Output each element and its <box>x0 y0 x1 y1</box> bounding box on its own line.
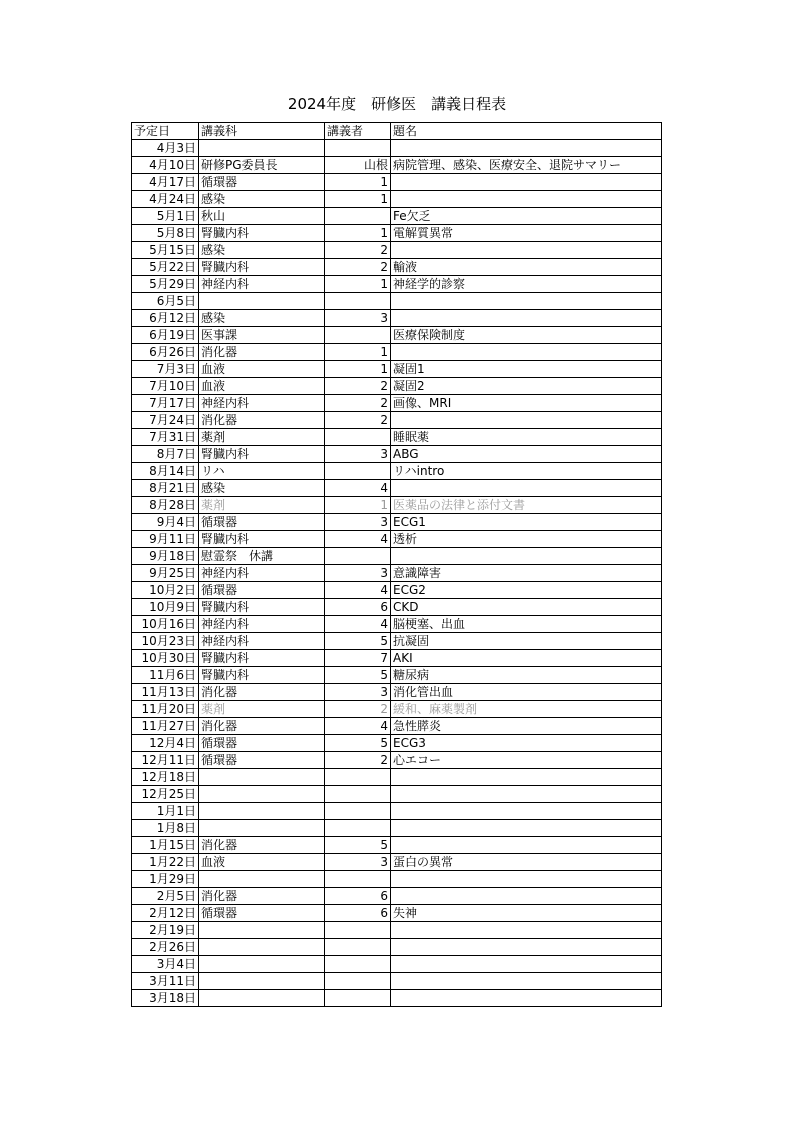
row-lecturer: 7 <box>325 650 391 667</box>
row-date: 8月28日 <box>132 497 199 514</box>
row-topic: ABG <box>391 446 662 463</box>
row-date: 2月5日 <box>132 888 199 905</box>
row-dept <box>199 786 325 803</box>
row-topic: 神経学的診察 <box>391 276 662 293</box>
header-dept: 講義科 <box>199 123 325 140</box>
row-lecturer <box>325 922 391 939</box>
row-lecturer: 4 <box>325 531 391 548</box>
row-dept: 腎臓内科 <box>199 259 325 276</box>
table-row <box>132 514 662 531</box>
table-row <box>132 667 662 684</box>
row-topic: 輸液 <box>391 259 662 276</box>
table-row <box>132 344 662 361</box>
row-lecturer <box>325 871 391 888</box>
row-lecturer: 1 <box>325 191 391 208</box>
row-date: 8月14日 <box>132 463 199 480</box>
row-date: 11月6日 <box>132 667 199 684</box>
row-lecturer: 1 <box>325 344 391 361</box>
row-topic: 凝固2 <box>391 378 662 395</box>
row-topic <box>391 990 662 1007</box>
row-dept: 循環器 <box>199 514 325 531</box>
table-row <box>132 616 662 633</box>
row-date: 3月11日 <box>132 973 199 990</box>
table-row <box>132 412 662 429</box>
table-row <box>132 684 662 701</box>
table-row <box>132 565 662 582</box>
table-row <box>132 361 662 378</box>
table-row <box>132 293 662 310</box>
row-date: 10月16日 <box>132 616 199 633</box>
row-date: 2月26日 <box>132 939 199 956</box>
row-topic <box>391 803 662 820</box>
table-row <box>132 310 662 327</box>
row-lecturer <box>325 327 391 344</box>
table-row <box>132 973 662 990</box>
row-lecturer: 2 <box>325 752 391 769</box>
row-topic: 電解質異常 <box>391 225 662 242</box>
row-dept: 神経内科 <box>199 616 325 633</box>
table-row <box>132 259 662 276</box>
row-topic: 失神 <box>391 905 662 922</box>
row-lecturer <box>325 803 391 820</box>
row-topic: 心エコー <box>391 752 662 769</box>
row-dept: 神経内科 <box>199 633 325 650</box>
row-dept: 秋山 <box>199 208 325 225</box>
row-lecturer <box>325 140 391 157</box>
row-topic: 医療保険制度 <box>391 327 662 344</box>
table-row <box>132 378 662 395</box>
row-topic: 画像、MRI <box>391 395 662 412</box>
table-row <box>132 939 662 956</box>
table-row <box>132 548 662 565</box>
row-topic <box>391 820 662 837</box>
row-lecturer: 5 <box>325 633 391 650</box>
row-dept: 研修PG委員長 <box>199 157 325 174</box>
row-dept: 医事課 <box>199 327 325 344</box>
row-lecturer <box>325 939 391 956</box>
row-topic <box>391 973 662 990</box>
row-date: 6月19日 <box>132 327 199 344</box>
table-row <box>132 786 662 803</box>
row-dept <box>199 140 325 157</box>
row-dept: 感染 <box>199 191 325 208</box>
row-topic <box>391 837 662 854</box>
row-lecturer <box>325 973 391 990</box>
row-date: 3月18日 <box>132 990 199 1007</box>
row-topic <box>391 939 662 956</box>
table-row <box>132 582 662 599</box>
row-date: 7月31日 <box>132 429 199 446</box>
row-dept: 腎臓内科 <box>199 667 325 684</box>
row-dept: 腎臓内科 <box>199 446 325 463</box>
table-row <box>132 174 662 191</box>
header-date: 予定日 <box>132 123 199 140</box>
row-lecturer: 1 <box>325 174 391 191</box>
row-topic <box>391 191 662 208</box>
row-dept: 循環器 <box>199 582 325 599</box>
table-row <box>132 718 662 735</box>
row-date: 11月13日 <box>132 684 199 701</box>
row-date: 9月25日 <box>132 565 199 582</box>
row-lecturer: 4 <box>325 480 391 497</box>
row-lecturer: 6 <box>325 905 391 922</box>
header-lecturer: 講義者 <box>325 123 391 140</box>
table-row <box>132 208 662 225</box>
row-dept: 薬剤 <box>199 497 325 514</box>
row-topic <box>391 480 662 497</box>
row-dept: 循環器 <box>199 905 325 922</box>
row-lecturer: 4 <box>325 582 391 599</box>
row-dept: 腎臓内科 <box>199 531 325 548</box>
row-topic <box>391 922 662 939</box>
table-row <box>132 820 662 837</box>
row-date: 10月30日 <box>132 650 199 667</box>
row-lecturer: 2 <box>325 395 391 412</box>
row-date: 12月4日 <box>132 735 199 752</box>
table-row <box>132 803 662 820</box>
row-dept: 消化器 <box>199 718 325 735</box>
row-dept <box>199 293 325 310</box>
row-date: 7月24日 <box>132 412 199 429</box>
row-dept: 腎臓内科 <box>199 599 325 616</box>
row-dept: 消化器 <box>199 412 325 429</box>
row-date: 7月3日 <box>132 361 199 378</box>
header-topic: 題名 <box>391 123 662 140</box>
row-lecturer <box>325 786 391 803</box>
row-lecturer <box>325 990 391 1007</box>
table-row <box>132 327 662 344</box>
row-lecturer <box>325 548 391 565</box>
row-date: 1月29日 <box>132 871 199 888</box>
row-date: 5月29日 <box>132 276 199 293</box>
row-topic: ECG2 <box>391 582 662 599</box>
row-dept <box>199 990 325 1007</box>
table-row <box>132 871 662 888</box>
row-lecturer: 2 <box>325 259 391 276</box>
row-lecturer <box>325 429 391 446</box>
table-row <box>132 752 662 769</box>
table-row <box>132 888 662 905</box>
table-row <box>132 395 662 412</box>
table-row <box>132 956 662 973</box>
row-lecturer <box>325 956 391 973</box>
row-lecturer: 6 <box>325 888 391 905</box>
row-dept: 神経内科 <box>199 395 325 412</box>
row-dept: 血液 <box>199 378 325 395</box>
row-dept: 消化器 <box>199 684 325 701</box>
header-row <box>132 123 662 140</box>
table-row <box>132 854 662 871</box>
row-topic: 医薬品の法律と添付文書 <box>391 497 662 514</box>
row-topic: 消化管出血 <box>391 684 662 701</box>
schedule-table <box>131 122 662 1007</box>
row-dept <box>199 973 325 990</box>
row-date: 11月27日 <box>132 718 199 735</box>
row-topic: 睡眠薬 <box>391 429 662 446</box>
row-topic: AKI <box>391 650 662 667</box>
table-row <box>132 633 662 650</box>
table-row <box>132 191 662 208</box>
row-topic <box>391 412 662 429</box>
row-date: 9月18日 <box>132 548 199 565</box>
table-row <box>132 225 662 242</box>
row-date: 5月22日 <box>132 259 199 276</box>
row-dept: リハ <box>199 463 325 480</box>
row-dept: 神経内科 <box>199 565 325 582</box>
row-date: 12月11日 <box>132 752 199 769</box>
row-dept: 神経内科 <box>199 276 325 293</box>
row-dept: 消化器 <box>199 837 325 854</box>
row-lecturer: 3 <box>325 854 391 871</box>
row-topic: 脳梗塞、出血 <box>391 616 662 633</box>
row-lecturer: 1 <box>325 361 391 378</box>
row-topic: 凝固1 <box>391 361 662 378</box>
row-topic: 蛋白の異常 <box>391 854 662 871</box>
row-date: 7月10日 <box>132 378 199 395</box>
row-dept <box>199 956 325 973</box>
row-lecturer: 3 <box>325 310 391 327</box>
row-lecturer: 4 <box>325 718 391 735</box>
row-date: 6月5日 <box>132 293 199 310</box>
row-lecturer: 5 <box>325 667 391 684</box>
row-topic: 意識障害 <box>391 565 662 582</box>
table-row <box>132 701 662 718</box>
table-row <box>132 429 662 446</box>
row-lecturer: 2 <box>325 701 391 718</box>
row-lecturer: 3 <box>325 514 391 531</box>
row-topic <box>391 293 662 310</box>
row-date: 10月23日 <box>132 633 199 650</box>
row-topic: Fe欠乏 <box>391 208 662 225</box>
row-lecturer <box>325 769 391 786</box>
table-row <box>132 157 662 174</box>
row-date: 2月12日 <box>132 905 199 922</box>
row-date: 4月17日 <box>132 174 199 191</box>
table-row <box>132 497 662 514</box>
table-row <box>132 242 662 259</box>
row-date: 1月15日 <box>132 837 199 854</box>
row-topic <box>391 174 662 191</box>
row-lecturer <box>325 463 391 480</box>
row-date: 9月11日 <box>132 531 199 548</box>
row-dept <box>199 871 325 888</box>
row-topic <box>391 769 662 786</box>
row-date: 7月17日 <box>132 395 199 412</box>
row-topic <box>391 310 662 327</box>
row-topic <box>391 786 662 803</box>
row-lecturer <box>325 208 391 225</box>
row-topic <box>391 548 662 565</box>
row-dept <box>199 803 325 820</box>
row-lecturer: 5 <box>325 735 391 752</box>
row-date: 4月3日 <box>132 140 199 157</box>
row-lecturer: 6 <box>325 599 391 616</box>
table-row <box>132 650 662 667</box>
row-date: 5月15日 <box>132 242 199 259</box>
row-dept: 消化器 <box>199 344 325 361</box>
table-row <box>132 463 662 480</box>
row-dept: 循環器 <box>199 735 325 752</box>
table-row <box>132 735 662 752</box>
row-dept <box>199 939 325 956</box>
row-topic: CKD <box>391 599 662 616</box>
row-date: 12月18日 <box>132 769 199 786</box>
row-topic <box>391 871 662 888</box>
table-row <box>132 599 662 616</box>
row-dept: 感染 <box>199 480 325 497</box>
row-lecturer: 2 <box>325 378 391 395</box>
row-date: 6月26日 <box>132 344 199 361</box>
row-topic <box>391 888 662 905</box>
row-date: 10月9日 <box>132 599 199 616</box>
table-row <box>132 837 662 854</box>
row-date: 9月4日 <box>132 514 199 531</box>
row-lecturer <box>325 293 391 310</box>
row-dept: 薬剤 <box>199 701 325 718</box>
row-date: 8月7日 <box>132 446 199 463</box>
row-lecturer: 3 <box>325 565 391 582</box>
row-dept: 血液 <box>199 361 325 378</box>
row-topic <box>391 956 662 973</box>
row-date: 3月4日 <box>132 956 199 973</box>
row-lecturer: 3 <box>325 446 391 463</box>
table-row <box>132 140 662 157</box>
row-lecturer: 1 <box>325 225 391 242</box>
row-lecturer: 3 <box>325 684 391 701</box>
row-topic <box>391 242 662 259</box>
table-row <box>132 769 662 786</box>
row-lecturer: 1 <box>325 497 391 514</box>
row-topic: 抗凝固 <box>391 633 662 650</box>
row-date: 4月10日 <box>132 157 199 174</box>
table-row <box>132 446 662 463</box>
row-dept: 循環器 <box>199 174 325 191</box>
row-dept: 血液 <box>199 854 325 871</box>
row-lecturer: 2 <box>325 412 391 429</box>
row-topic: 病院管理、感染、医療安全、退院サマリー <box>391 157 662 174</box>
row-date: 5月1日 <box>132 208 199 225</box>
row-dept <box>199 769 325 786</box>
table-row <box>132 922 662 939</box>
row-lecturer: 5 <box>325 837 391 854</box>
row-date: 4月24日 <box>132 191 199 208</box>
row-dept: 慰霊祭 休講 <box>199 548 325 565</box>
row-dept: 消化器 <box>199 888 325 905</box>
row-date: 2月19日 <box>132 922 199 939</box>
table-row <box>132 531 662 548</box>
row-dept: 腎臓内科 <box>199 225 325 242</box>
row-lecturer: 4 <box>325 616 391 633</box>
row-lecturer: 2 <box>325 242 391 259</box>
row-date: 6月12日 <box>132 310 199 327</box>
row-topic: 透析 <box>391 531 662 548</box>
row-date: 8月21日 <box>132 480 199 497</box>
table-row <box>132 990 662 1007</box>
table-row <box>132 276 662 293</box>
row-topic: 急性膵炎 <box>391 718 662 735</box>
row-dept <box>199 820 325 837</box>
row-dept: 薬剤 <box>199 429 325 446</box>
row-dept: 循環器 <box>199 752 325 769</box>
row-date: 1月1日 <box>132 803 199 820</box>
page-title: 2024年度 研修医 講義日程表 <box>287 95 507 113</box>
row-topic: ECG1 <box>391 514 662 531</box>
row-date: 5月8日 <box>132 225 199 242</box>
row-dept: 感染 <box>199 242 325 259</box>
row-topic: 糖尿病 <box>391 667 662 684</box>
row-topic <box>391 140 662 157</box>
row-date: 11月20日 <box>132 701 199 718</box>
row-date: 1月8日 <box>132 820 199 837</box>
row-topic <box>391 344 662 361</box>
table-row <box>132 905 662 922</box>
table-row <box>132 480 662 497</box>
row-lecturer <box>325 820 391 837</box>
row-dept <box>199 922 325 939</box>
row-dept: 感染 <box>199 310 325 327</box>
row-topic: リハintro <box>391 463 662 480</box>
row-dept: 腎臓内科 <box>199 650 325 667</box>
row-topic: ECG3 <box>391 735 662 752</box>
row-date: 1月22日 <box>132 854 199 871</box>
row-lecturer: 1 <box>325 276 391 293</box>
row-topic: 緩和、麻薬製剤 <box>391 701 662 718</box>
row-date: 12月25日 <box>132 786 199 803</box>
row-date: 10月2日 <box>132 582 199 599</box>
row-lecturer: 山根 <box>325 157 391 174</box>
